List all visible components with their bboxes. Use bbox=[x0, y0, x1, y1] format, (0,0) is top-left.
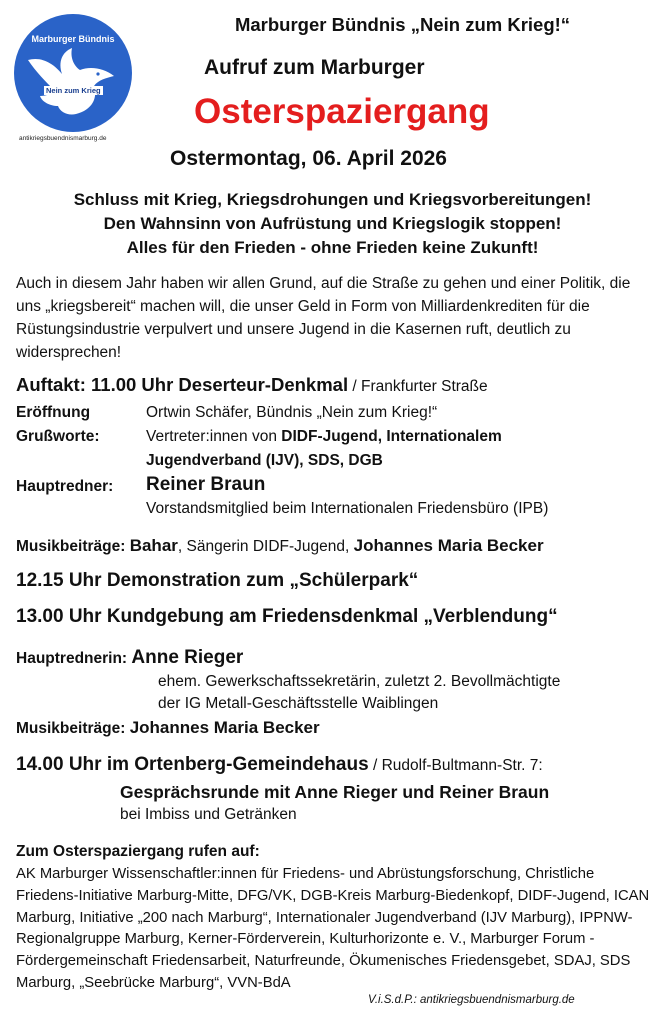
call-title: Aufruf zum Marburger bbox=[204, 56, 425, 79]
slogan-line: Alles für den Frieden - ohne Frieden keine Zukunft! bbox=[126, 238, 539, 257]
auftakt-heading: Auftakt: 11.00 Uhr Deserteur-Denkmal bbox=[16, 374, 349, 395]
grussworte-label: Grußworte: bbox=[16, 428, 100, 445]
musik-label: Musikbeiträge: bbox=[16, 538, 130, 555]
event-date: Ostermontag, 06. April 2026 bbox=[170, 147, 447, 170]
logo-badge-text: Nein zum Krieg bbox=[46, 86, 101, 95]
ortenberg-line bbox=[16, 754, 543, 776]
musik-label: Musikbeiträge: bbox=[16, 720, 130, 737]
auftakt-location: / Frankfurter Straße bbox=[348, 378, 488, 395]
event-title: Osterspaziergang bbox=[194, 92, 490, 131]
ortenberg-talk: Gesprächsrunde mit Anne Rieger und Reiner Braun bbox=[120, 782, 550, 802]
hauptredner-role: Vorstandsmitglied beim Internationalen Friedensbüro (IPB) bbox=[146, 500, 549, 517]
grussworte-orgs: DIDF-Jugend, Internationalem bbox=[281, 428, 502, 445]
slogan-line: Den Wahnsinn von Aufrüstung und Kriegslogik stoppen! bbox=[103, 214, 562, 233]
hauptredner-name: Reiner Braun bbox=[146, 474, 266, 495]
logo-top-text: Marburger Bündnis bbox=[31, 34, 115, 44]
hauptredner-label: Hauptredner: bbox=[16, 478, 114, 495]
hauptrednerin-role: ehem. Gewerkschaftssekretärin, zuletzt 2. Bevollmächtigte bbox=[158, 673, 561, 690]
musik-line bbox=[16, 536, 544, 556]
supporters-list: AK Marburger Wissenschaftler:innen für Friedens- und Abrüstungsforschung, Christliche Friedens-Initiative Marburg-Mitte, DFG/VK, DGB-Kreis Marburg-Biedenkopf, DIDF-Jugend, ICAN Marburg, Initiative „200 nach Marburg“, Internationaler Jugendverband (IJV Marburg), IPPNW-Regionalgruppe Marburg, Kerner-Förderverein, Kulturhorizonte e. V., Marburger Forum - Fördergemeinschaft Friedensarbeit, Naturfreunde, Ökumenisches Friedensgebet, SDAJ, SDS Marburg, „Seebrücke Marburg“, VVN-BdA bbox=[16, 866, 650, 991]
ortenberg-location: / Rudolf-Bultmann-Str. 7: bbox=[368, 757, 543, 774]
grussworte-prefix: Vertreter:innen von bbox=[146, 428, 282, 445]
grussworte-orgs-2: Jugendverband (IJV), SDS, DGB bbox=[146, 452, 383, 469]
musik-artist: Bahar bbox=[129, 536, 178, 555]
eroeffnung-value: Ortwin Schäfer, Bündnis „Nein zum Krieg!“ bbox=[146, 404, 438, 421]
kundgebung-heading: 13.00 Uhr Kundgebung am Friedensdenkmal „Verblendung“ bbox=[16, 606, 558, 627]
ortenberg-food: bei Imbiss und Getränken bbox=[120, 806, 297, 823]
grussworte-line bbox=[146, 428, 502, 446]
logo-url: antikriegsbuendnismarburg.de bbox=[19, 135, 107, 142]
ortenberg-heading: 14.00 Uhr im Ortenberg-Gemeindehaus bbox=[16, 754, 369, 775]
slogan-line: Schluss mit Krieg, Kriegsdrohungen und Kriegsvorbereitungen! bbox=[73, 190, 592, 209]
org-title: Marburger Bündnis „Nein zum Krieg!“ bbox=[234, 14, 571, 35]
musik-artist: Johannes Maria Becker bbox=[353, 536, 544, 555]
musik-mid: , Sängerin DIDF-Jugend, bbox=[177, 538, 354, 555]
logo bbox=[14, 14, 132, 132]
auftakt-line bbox=[16, 374, 488, 396]
dove-icon bbox=[14, 14, 132, 132]
hauptrednerin-name: Anne Rieger bbox=[131, 647, 244, 668]
hauptrednerin-line bbox=[16, 647, 243, 669]
eroeffnung-label: Eröffnung bbox=[16, 404, 91, 421]
visdp-note: V.i.S.d.P.: antikriegsbuendnismarburg.de bbox=[368, 994, 575, 1006]
intro-paragraph: Auch in diesem Jahr haben wir allen Grund, auf die Straße zu gehen und einer Politik, die uns „kriegsbereit“ machen will, die unser Geld in Form von Milliardenkrediten für die Rüstungsindustrie verpulvert und unsere Jugend in die Kasernen ruft, deutlich zu widersprechen! bbox=[16, 275, 631, 361]
kundgebung-musik-line bbox=[16, 718, 320, 738]
musik-artist: Johannes Maria Becker bbox=[129, 718, 320, 737]
hauptrednerin-role: der IG Metall-Geschäftsstelle Waiblingen bbox=[158, 695, 439, 712]
supporters-heading: Zum Osterspaziergang rufen auf: bbox=[16, 843, 260, 860]
demo-heading: 12.15 Uhr Demonstration zum „Schülerpark“ bbox=[16, 570, 419, 591]
hauptrednerin-label: Hauptrednerin: bbox=[16, 650, 132, 667]
